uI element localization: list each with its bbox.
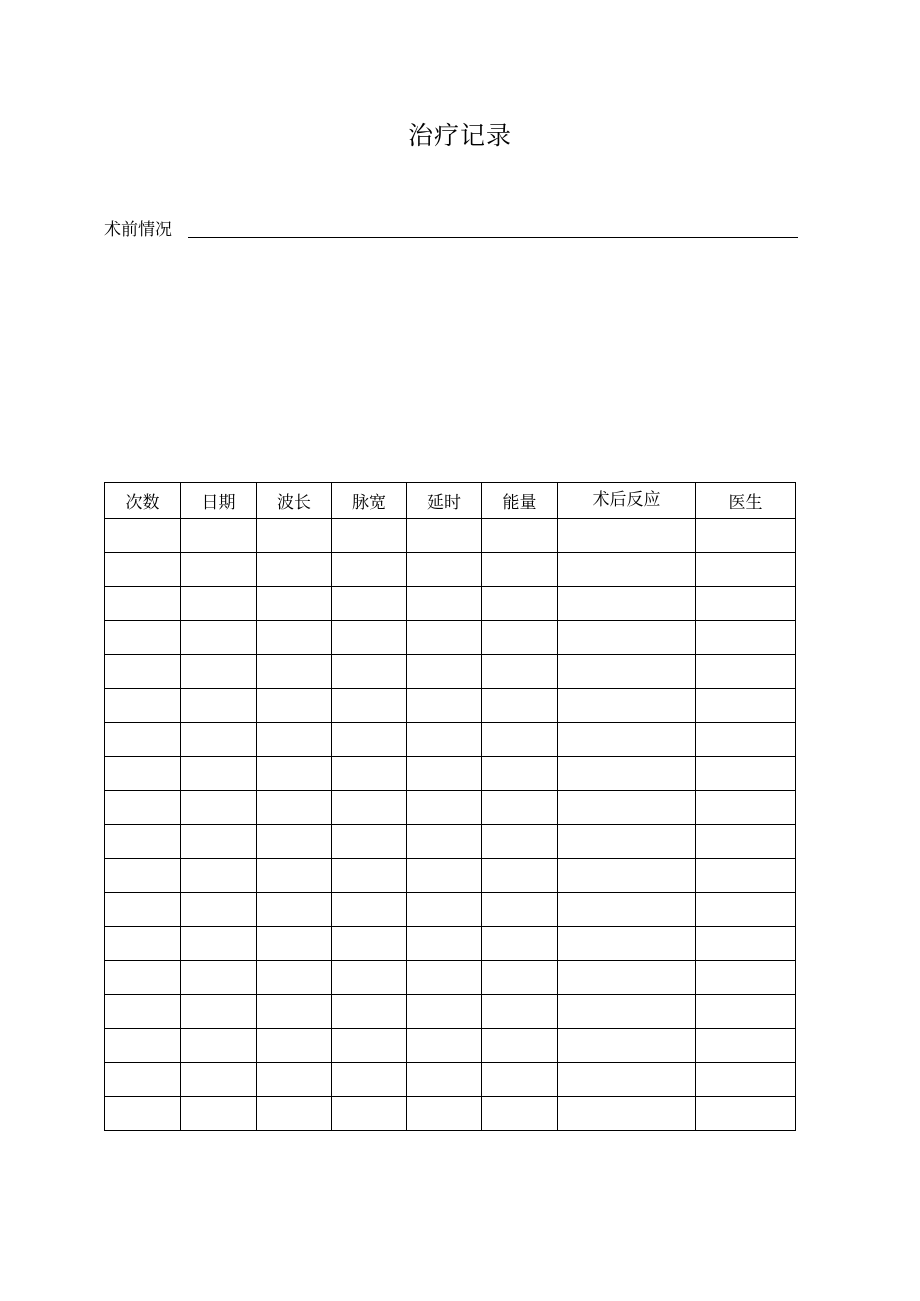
- table-cell[interactable]: [558, 723, 696, 757]
- table-cell[interactable]: [558, 553, 696, 587]
- table-cell[interactable]: [332, 825, 407, 859]
- table-cell[interactable]: [257, 519, 332, 553]
- table-cell[interactable]: [181, 1029, 257, 1063]
- table-row: [105, 723, 796, 757]
- table-cell[interactable]: [332, 791, 407, 825]
- table-cell[interactable]: [332, 1063, 407, 1097]
- table-cell[interactable]: [181, 553, 257, 587]
- table-cell[interactable]: [407, 553, 482, 587]
- table-cell[interactable]: [105, 655, 181, 689]
- table-cell[interactable]: [558, 655, 696, 689]
- table-cell[interactable]: [558, 859, 696, 893]
- table-cell[interactable]: [105, 927, 181, 961]
- table-cell[interactable]: [105, 587, 181, 621]
- table-cell[interactable]: [332, 689, 407, 723]
- table-row: [105, 893, 796, 927]
- table-cell[interactable]: [105, 689, 181, 723]
- table-cell[interactable]: [257, 927, 332, 961]
- table-cell[interactable]: [407, 995, 482, 1029]
- header-energy: 能量: [482, 483, 558, 519]
- table-cell[interactable]: [558, 519, 696, 553]
- table-cell[interactable]: [696, 1029, 796, 1063]
- table-cell[interactable]: [696, 791, 796, 825]
- table-cell[interactable]: [181, 893, 257, 927]
- table-cell[interactable]: [696, 655, 796, 689]
- table-cell[interactable]: [332, 621, 407, 655]
- table-cell[interactable]: [696, 1097, 796, 1131]
- table-cell[interactable]: [482, 723, 558, 757]
- table-cell[interactable]: [181, 791, 257, 825]
- table-cell[interactable]: [332, 1097, 407, 1131]
- header-delay: 延时: [407, 483, 482, 519]
- table-cell[interactable]: [105, 995, 181, 1029]
- table-cell[interactable]: [181, 519, 257, 553]
- table-cell[interactable]: [482, 995, 558, 1029]
- pre-op-label: 术前情况: [104, 220, 172, 240]
- table-row: [105, 791, 796, 825]
- table-cell[interactable]: [257, 655, 332, 689]
- table-cell[interactable]: [257, 893, 332, 927]
- table-cell[interactable]: [257, 1063, 332, 1097]
- treatment-record-table: [104, 482, 796, 1131]
- table-row: [105, 961, 796, 995]
- table-cell[interactable]: [558, 1097, 696, 1131]
- table-cell[interactable]: [407, 961, 482, 995]
- table-cell[interactable]: [105, 825, 181, 859]
- table-cell[interactable]: [257, 757, 332, 791]
- table-cell[interactable]: [105, 1097, 181, 1131]
- table-cell[interactable]: [696, 587, 796, 621]
- table-cell[interactable]: [257, 621, 332, 655]
- table-cell[interactable]: [696, 995, 796, 1029]
- table-cell[interactable]: [181, 689, 257, 723]
- table-cell[interactable]: [105, 859, 181, 893]
- table-cell[interactable]: [257, 1097, 332, 1131]
- table-cell[interactable]: [482, 1029, 558, 1063]
- table-cell[interactable]: [257, 859, 332, 893]
- table-row: [105, 927, 796, 961]
- table-cell[interactable]: [696, 825, 796, 859]
- table-cell[interactable]: [105, 893, 181, 927]
- table-cell[interactable]: [332, 1029, 407, 1063]
- table-cell[interactable]: [558, 825, 696, 859]
- table-cell[interactable]: [181, 621, 257, 655]
- table-cell[interactable]: [181, 757, 257, 791]
- table-cell[interactable]: [407, 655, 482, 689]
- table-cell[interactable]: [482, 859, 558, 893]
- table-cell[interactable]: [332, 995, 407, 1029]
- table-cell[interactable]: [181, 961, 257, 995]
- table-cell[interactable]: [105, 791, 181, 825]
- table-row: [105, 1029, 796, 1063]
- table-cell[interactable]: [332, 961, 407, 995]
- table-body: [105, 519, 796, 1131]
- table-cell[interactable]: [407, 859, 482, 893]
- table-cell[interactable]: [696, 519, 796, 553]
- table-cell[interactable]: [482, 757, 558, 791]
- table-cell[interactable]: [558, 621, 696, 655]
- table-cell[interactable]: [332, 893, 407, 927]
- table-cell[interactable]: [558, 791, 696, 825]
- table-cell[interactable]: [105, 723, 181, 757]
- table-cell[interactable]: [482, 553, 558, 587]
- header-count: 次数: [105, 483, 181, 519]
- table-cell[interactable]: [407, 825, 482, 859]
- table-cell[interactable]: [407, 757, 482, 791]
- table-cell[interactable]: [332, 927, 407, 961]
- table-row: [105, 1097, 796, 1131]
- table-cell[interactable]: [181, 1063, 257, 1097]
- header-pulse-width: 脉宽: [332, 483, 407, 519]
- table-cell[interactable]: [105, 1029, 181, 1063]
- table-cell[interactable]: [558, 1029, 696, 1063]
- table-row: [105, 757, 796, 791]
- table-cell[interactable]: [482, 927, 558, 961]
- table-cell[interactable]: [181, 1097, 257, 1131]
- table-row: [105, 689, 796, 723]
- table-cell[interactable]: [332, 757, 407, 791]
- table-cell[interactable]: [482, 621, 558, 655]
- table-cell[interactable]: [482, 689, 558, 723]
- table-row: [105, 655, 796, 689]
- table-row: [105, 859, 796, 893]
- table-cell[interactable]: [696, 553, 796, 587]
- table-cell[interactable]: [558, 757, 696, 791]
- table-row: [105, 1063, 796, 1097]
- pre-op-fill-line[interactable]: [188, 237, 798, 238]
- table-cell[interactable]: [407, 587, 482, 621]
- table-cell[interactable]: [407, 893, 482, 927]
- pre-op-section: [104, 216, 798, 240]
- table-cell[interactable]: [558, 961, 696, 995]
- table-cell[interactable]: [181, 587, 257, 621]
- table-cell[interactable]: [257, 587, 332, 621]
- table-cell[interactable]: [482, 893, 558, 927]
- table-cell[interactable]: [696, 961, 796, 995]
- table-cell[interactable]: [257, 995, 332, 1029]
- table-cell[interactable]: [482, 961, 558, 995]
- table-cell[interactable]: [257, 791, 332, 825]
- table-row: [105, 621, 796, 655]
- table-cell[interactable]: [482, 1063, 558, 1097]
- table-cell[interactable]: [332, 655, 407, 689]
- table-cell[interactable]: [696, 621, 796, 655]
- table-cell[interactable]: [181, 927, 257, 961]
- table-cell[interactable]: [407, 1029, 482, 1063]
- table-cell[interactable]: [257, 689, 332, 723]
- header-doctor: 医生: [696, 483, 796, 519]
- table-cell[interactable]: [181, 995, 257, 1029]
- table-cell[interactable]: [181, 655, 257, 689]
- table-cell[interactable]: [696, 893, 796, 927]
- table-cell[interactable]: [407, 1097, 482, 1131]
- table-cell[interactable]: [696, 723, 796, 757]
- page-title: 治疗记录: [407, 121, 512, 150]
- table-cell[interactable]: [257, 961, 332, 995]
- table-cell[interactable]: [105, 961, 181, 995]
- table-cell[interactable]: [558, 1063, 696, 1097]
- table-cell[interactable]: [105, 757, 181, 791]
- table-cell[interactable]: [407, 621, 482, 655]
- table-cell[interactable]: [257, 553, 332, 587]
- table-cell[interactable]: [105, 1063, 181, 1097]
- table-cell[interactable]: [482, 519, 558, 553]
- table-row: [105, 519, 796, 553]
- table-cell[interactable]: [257, 1029, 332, 1063]
- table-cell[interactable]: [558, 893, 696, 927]
- table-cell[interactable]: [105, 621, 181, 655]
- table-cell[interactable]: [181, 723, 257, 757]
- table-row: [105, 587, 796, 621]
- header-post-op-reaction: 术后反应: [558, 483, 696, 519]
- table-cell[interactable]: [181, 825, 257, 859]
- table-row: [105, 995, 796, 1029]
- table-cell[interactable]: [696, 859, 796, 893]
- table-cell[interactable]: [558, 995, 696, 1029]
- table-cell[interactable]: [558, 927, 696, 961]
- table-cell[interactable]: [482, 1097, 558, 1131]
- table-cell[interactable]: [558, 689, 696, 723]
- table-row: [105, 825, 796, 859]
- table-cell[interactable]: [332, 553, 407, 587]
- table-cell[interactable]: [482, 587, 558, 621]
- table-cell[interactable]: [482, 655, 558, 689]
- table-cell[interactable]: [407, 791, 482, 825]
- table-cell[interactable]: [257, 825, 332, 859]
- table-cell[interactable]: [407, 723, 482, 757]
- table-cell[interactable]: [332, 519, 407, 553]
- table-cell[interactable]: [696, 1063, 796, 1097]
- table-cell[interactable]: [482, 791, 558, 825]
- table-cell[interactable]: [332, 587, 407, 621]
- table-cell[interactable]: [696, 689, 796, 723]
- header-date: 日期: [181, 483, 257, 519]
- table-cell[interactable]: [407, 927, 482, 961]
- header-wavelength: 波长: [257, 483, 332, 519]
- table-cell[interactable]: [696, 927, 796, 961]
- table-header-row: [105, 483, 796, 519]
- table-cell[interactable]: [332, 859, 407, 893]
- table-cell[interactable]: [181, 859, 257, 893]
- table-cell[interactable]: [407, 1063, 482, 1097]
- table-cell[interactable]: [407, 689, 482, 723]
- table-cell[interactable]: [558, 587, 696, 621]
- table-cell[interactable]: [105, 519, 181, 553]
- table-cell[interactable]: [696, 757, 796, 791]
- table-cell[interactable]: [482, 825, 558, 859]
- table-row: [105, 553, 796, 587]
- table-cell[interactable]: [105, 553, 181, 587]
- table-cell[interactable]: [407, 519, 482, 553]
- table-cell[interactable]: [332, 723, 407, 757]
- table-cell[interactable]: [257, 723, 332, 757]
